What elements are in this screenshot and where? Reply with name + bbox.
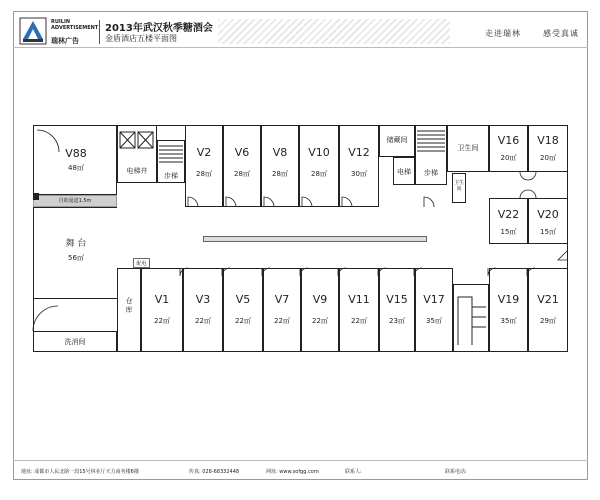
room-label: V17: [423, 293, 445, 306]
room-label: 步梯: [164, 172, 178, 180]
room-label: V18: [537, 134, 559, 147]
room-label: V12: [348, 146, 370, 159]
room-label: V7: [274, 293, 290, 306]
slogan-2: 感受真诚: [543, 29, 579, 38]
room-label: V21: [537, 293, 559, 306]
room-label: 卫生间: [453, 180, 464, 192]
slogan-1: 走进瑞林: [485, 29, 521, 38]
room-label: V19: [497, 293, 520, 306]
room-area: 22㎡: [274, 317, 290, 325]
room-area: 23㎡: [389, 317, 405, 325]
room-label: V3: [195, 293, 211, 306]
room-area: 35㎡: [426, 317, 442, 325]
footer-phone: 联系电话:: [445, 469, 467, 475]
logo-text-en: RUILIN ADVERTISEMENT: [51, 19, 99, 31]
room-area: 22㎡: [195, 317, 211, 325]
room-label: 配电: [136, 261, 147, 267]
room-label: V5: [235, 293, 251, 306]
room-label: V16: [497, 134, 520, 147]
page-subtitle: 金盾酒店五楼平面图: [105, 34, 177, 43]
room-area: 28㎡: [272, 170, 288, 178]
footer-fax: 传真: 028-68332448: [189, 469, 240, 475]
footer-web[interactable]: 网址: www.sofgg.com: [266, 469, 319, 475]
footer: [13, 463, 588, 479]
room-area: 22㎡: [351, 317, 367, 325]
room-area: 30㎡: [351, 170, 367, 178]
room-area: 35㎡: [500, 317, 517, 325]
room-label: 洗消间: [64, 338, 86, 346]
stage-label: 舞 台: [65, 239, 87, 249]
room-area: 22㎡: [312, 317, 328, 325]
room-label: 步梯: [424, 169, 438, 177]
room-area: 22㎡: [154, 317, 170, 325]
room-label: V11: [348, 293, 370, 306]
room-area: 20㎡: [500, 154, 517, 162]
room-area: 15㎡: [500, 228, 517, 236]
stage-area: 56㎡: [68, 254, 84, 262]
room-label: V9: [312, 293, 328, 306]
room-label: V8: [272, 146, 288, 159]
room-label: V6: [234, 146, 250, 159]
room-area: 48㎡: [68, 164, 84, 172]
room-label: V1: [154, 293, 170, 306]
footer-contact: 联系人:: [345, 469, 362, 475]
room-label: V20: [537, 208, 559, 221]
aisle-label: 自助通道1.5m: [58, 198, 92, 204]
room-label: 仓库: [125, 297, 133, 314]
room-label: V88: [65, 147, 87, 160]
room-area: 22㎡: [235, 317, 251, 325]
room-label: V22: [497, 208, 520, 221]
room-area: 28㎡: [311, 170, 327, 178]
room-label: V15: [386, 293, 408, 306]
room-label: 卫生间: [457, 144, 479, 152]
footer-address: 地址: 成都市人民北路一段15号林业厅天力商务楼6楼: [21, 469, 139, 475]
room-label: 电梯: [397, 168, 411, 176]
room-label: 电梯井: [126, 167, 148, 175]
room-area: 28㎡: [234, 170, 250, 178]
room-area: 15㎡: [540, 228, 556, 236]
room-area: 29㎡: [540, 317, 556, 325]
room-label: 储藏间: [386, 136, 408, 144]
footer-divider: [13, 460, 588, 461]
room-area: 28㎡: [196, 170, 212, 178]
room-label: V2: [196, 146, 212, 159]
page-title: 2013年武汉秋季糖酒会: [105, 23, 213, 34]
room-label: V10: [308, 146, 330, 159]
logo-text-cn: 瑞林广告: [51, 37, 79, 45]
room-area: 20㎡: [540, 154, 556, 162]
